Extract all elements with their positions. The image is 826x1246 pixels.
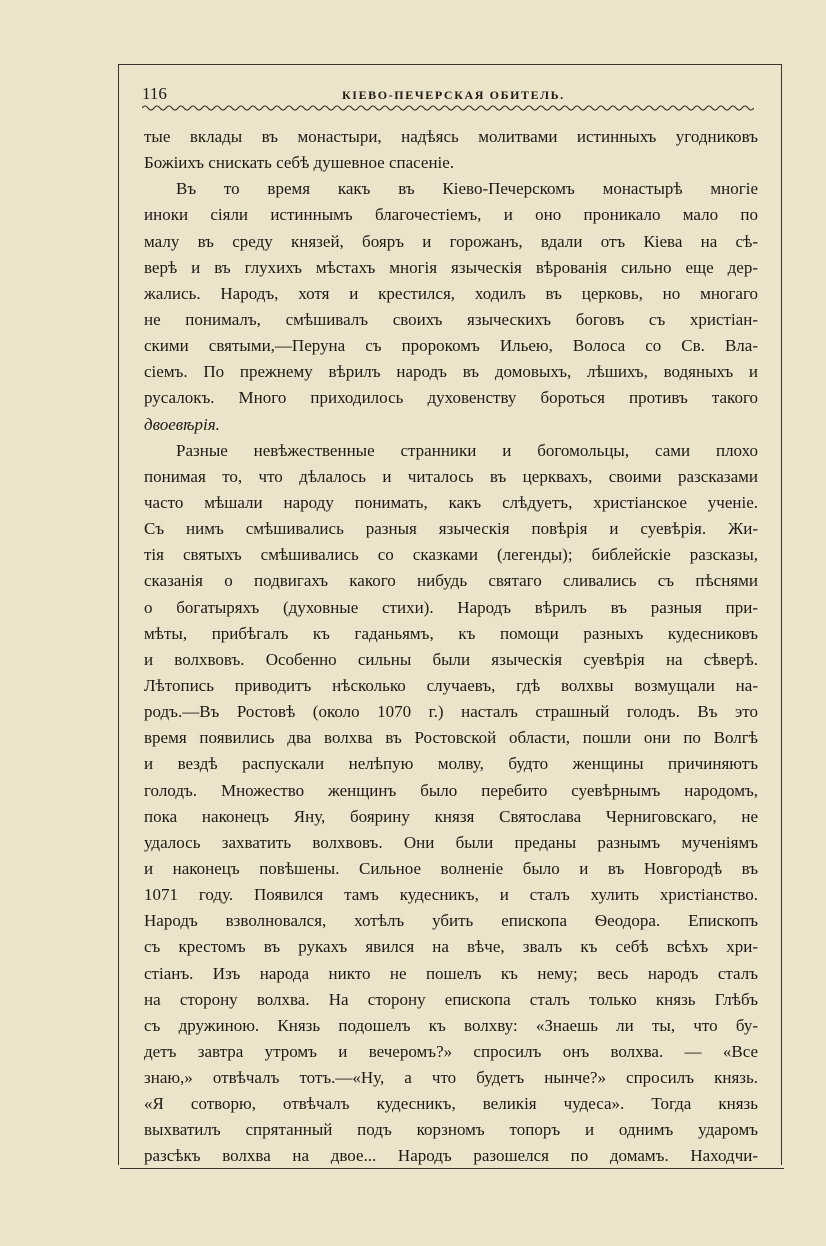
text-line: пока наконецъ Яну, боярину князя Святослава Черниговскаго, не xyxy=(144,806,758,826)
running-title: КІЕВО-ПЕЧЕРСКАЯ ОБИТЕЛЬ. xyxy=(342,88,565,102)
text-line: мѣты, прибѣгалъ къ гаданьямъ, къ помощи разныхъ кудесниковъ xyxy=(144,623,758,643)
body-text xyxy=(144,124,758,1170)
text-line: скими святыми,—Перуна съ пророкомъ Ильею, Волоса со Св. Вла- xyxy=(144,336,758,356)
text-line: понимая то, что дѣлалось и читалось въ церквахъ, своими разсказами xyxy=(144,466,758,486)
page-number: 116 xyxy=(142,84,167,103)
text-line: верѣ и въ глухихъ мѣстахъ многія языческія вѣрованія сильно еще дер- xyxy=(144,257,758,277)
text-line: иноки сіяли истиннымъ благочестіемъ, и оно проникало мало по xyxy=(144,205,758,225)
text-line: о богатыряхъ (духовные стихи). Народъ вѣрилъ въ разныя при- xyxy=(144,597,758,617)
text-line: малу въ среду князей, бояръ и горожанъ, вдали отъ Кіева на сѣ- xyxy=(144,231,758,251)
text-line: русалокъ. Много приходилось духовенству бороться противъ такого xyxy=(144,388,758,408)
text-line: удалось захватить волхвовъ. Они были преданы разнымъ мученіямъ xyxy=(144,832,758,852)
page-header xyxy=(142,84,762,104)
text-line: Въ то время какъ въ Кіево-Печерскомъ монастырѣ многіе xyxy=(176,179,758,199)
text-line: и вездѣ распускали нелѣпую молву, будто женщины причиняютъ xyxy=(144,754,758,774)
text-line: детъ завтра утромъ и вечеромъ?» спросилъ онъ волхва. — «Все xyxy=(144,1041,758,1061)
text-line: съ дружиною. Князь подошелъ къ волхву: «Знаешь ли ты, что бу- xyxy=(144,1015,758,1035)
text-line: двоевѣрія. xyxy=(144,414,220,434)
text-line: часто мѣшали народу понимать, какъ слѣдуетъ, христіанское ученіе. xyxy=(144,492,758,512)
text-line: сказанія о подвигахъ какого нибудь святаго сливались съ пѣснями xyxy=(144,571,758,591)
text-line: родъ.—Въ Ростовѣ (около 1070 г.) насталъ страшный голодъ. Въ это xyxy=(144,702,758,722)
text-line: и волхвовъ. Особенно сильны были языческія суевѣрія на сѣверѣ. xyxy=(144,649,758,669)
text-line: жались. Народъ, хотя и крестился, ходилъ въ церковь, но многаго xyxy=(144,283,758,303)
text-line: и наконецъ повѣшены. Сильное волненіе было и въ Новгородѣ въ xyxy=(144,858,758,878)
text-line: Народъ взволновался, хотѣлъ убить епископа Ѳеодора. Епископъ xyxy=(144,911,758,931)
text-line: знаю,» отвѣчалъ тотъ.—«Ну, а что будетъ нынче?» спросилъ князь. xyxy=(144,1068,758,1088)
text-line: Съ нимъ смѣшивались разныя языческія повѣрія и суевѣрія. Жи- xyxy=(144,519,758,539)
text-line: Лѣтопись приводитъ нѣсколько случаевъ, гдѣ волхвы возмущали на- xyxy=(144,675,758,695)
text-line: на сторону волхва. На сторону епископа сталъ только князь Глѣбъ xyxy=(144,989,758,1009)
text-line: выхватилъ спрятанный подъ корзномъ топоръ и однимъ ударомъ xyxy=(144,1120,758,1140)
text-line: разсѣкъ волхва на двое... Народъ разошелся по домамъ. Находчи- xyxy=(144,1146,758,1166)
text-line: «Я сотворю, отвѣчалъ кудесникъ, великія чудеса». Тогда князь xyxy=(144,1094,758,1114)
text-line: голодъ. Множество женщинъ было перебито суевѣрнымъ народомъ, xyxy=(144,780,758,800)
text-line: стіанъ. Изъ народа никто не пошелъ къ нему; весь народъ сталъ xyxy=(144,963,758,983)
text-line: съ крестомъ въ рукахъ явился на вѣче, звалъ къ себѣ всѣхъ хри- xyxy=(144,937,758,957)
text-line: тые вклады въ монастыри, надѣясь молитвами истинныхъ угодниковъ xyxy=(144,127,758,146)
text-line: Разные невѣжественные странники и богомольцы, сами плохо xyxy=(176,440,758,460)
text-line: сіемъ. По прежнему вѣрилъ народъ въ домовыхъ, лѣшихъ, водяныхъ и xyxy=(144,362,758,382)
text-line: 1071 году. Появился тамъ кудесникъ, и сталъ хулить христіанство. xyxy=(144,885,758,905)
wavy-ornament xyxy=(142,104,754,112)
text-line: время появились два волхва въ Ростовской области, пошли они по Волгѣ xyxy=(144,728,758,748)
text-line: не понималъ, смѣшивалъ своихъ языческихъ боговъ съ христіан- xyxy=(144,309,758,329)
text-line: тія святыхъ смѣшивались со сказками (легенды); библейскіе разсказы, xyxy=(144,545,758,565)
text-line: Божіихъ снискать себѣ душевное спасеніе. xyxy=(144,153,455,173)
